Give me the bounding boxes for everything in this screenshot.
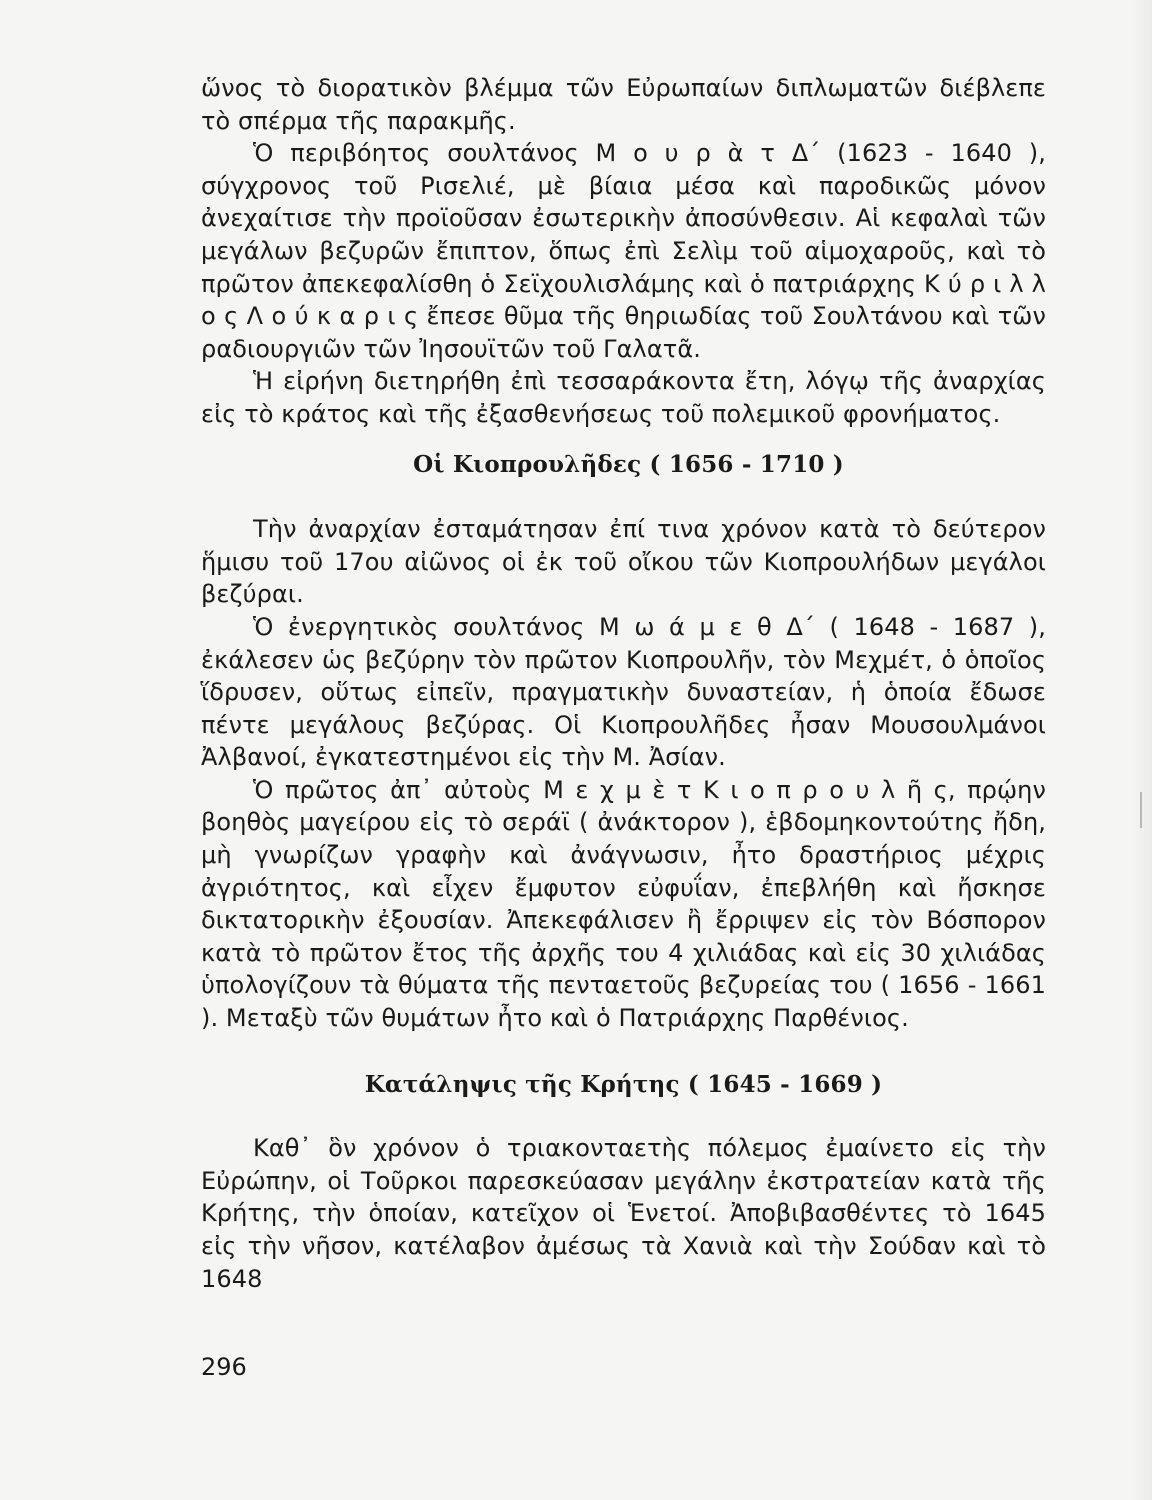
paragraph-mohammed: Ὁ ἐνεργητικὸς σουλτάνος Μ ω ά μ ε θ Δ΄ ( 1648 - 1687 ), ἐκάλεσεν ὡς βεζύρην τὸν πρῶτον Κιοπρουλῆν, τὸν Μεχμέτ, ὁ ὁποῖος ἵδρυσεν, οὕτως εἰπεῖν, πραγματικὴν δυναστείαν, ἡ ὁποία ἔδωσε πέντε μεγάλους βεζύρας. Οἱ Κιοπρουλῆδες ἦσαν Μουσουλμάνοι Ἀλβανοί, ἐγκατεστημένοι εἰς τὴν Μ. Ἀσίαν. <box>201 612 1046 772</box>
paragraph-peace: Ἡ εἰρήνη διετηρήθη ἐπὶ τεσσαράκοντα ἔτη, λόγῳ τῆς ἀναρχίας εἰς τὸ κράτος καὶ τῆς ἐξασθενήσεως τοῦ πολεμικοῦ φρονήματος. <box>201 367 1046 428</box>
paragraph-mehmet: Ὁ πρῶτος ἀπ᾽ αὐτοὺς Μ ε χ μ ὲ τ Κ ι ο π ρ ο υ λ ῆ ς, πρῴην βοηθὸς μαγείρου εἰς τὸ σεράϊ ( ἀνάκτορον ), ἑβδομηκοντούτης ἤδη, μὴ γνωρίζων γραφὴν καὶ ἀνάγνωσιν, ἦτο δραστήριος μέχρις ἀγριότητος, καὶ εἶχεν ἔμφυτον εὐφυΐαν, ἐπεβλήθη καὶ ἤσκησε δικτατορικὴν ἐξουσίαν. Ἀπεκεφάλισεν ἢ ἔρριψεν εἰς τὸν Βόσπορον κατὰ τὸ πρῶτον ἔτος τῆς ἀρχῆς του 4 χιλιάδας καὶ εἰς 30 χιλιάδας ὑπολογίζουν τὰ θύματα τῆς πενταετοῦς βεζυρείας του ( 1656 - 1661 ). Μεταξὺ τῶν θυμάτων ἦτο καὶ ὁ Πατριάρχης Παρθένιος. <box>201 775 1046 1033</box>
margin-mark <box>1140 792 1142 828</box>
paragraph-murad: Ὁ περιβόητος σουλτάνος Μ ο υ ρ ὰ τ Δ΄ (1623 - 1640 ), σύγχρονος τοῦ Ρισελιέ, μὲ βίαια μέσα καὶ παροδικῶς μόνον ἀνεχαίτισε τὴν προϊοῦσαν ἐσωτερικὴν ἀποσύνθεσιν. Αἱ κεφαλαὶ τῶν μεγάλων βεζυρῶν ἔπιπτον, ὅπως ἐπὶ Σελὶμ τοῦ αἱμοχαροῦς, καὶ τὸ πρῶτον ἀπεκεφαλίσθη ὁ Σεϊχουλισλάμης καὶ ὁ πατριάρχης Κ ύ ρ ι λ λ ο ς Λ ο ύ κ α ρ ι ς ἔπεσε θῦμα τῆς θηριωδίας τοῦ Σουλτάνου καὶ τῶν ραδιουργιῶν τῶν Ἰησουϊτῶν τοῦ Γαλατᾶ. <box>201 139 1046 363</box>
section-heading-crete: Κατάληψις τῆς Κρήτης ( 1645 - 1669 ) <box>364 1070 883 1098</box>
page-edge-shadow <box>1130 0 1152 1500</box>
paragraph-crete: Καθ᾽ ὃν χρόνον ὁ τριακονταετὴς πόλεμος ἐμαίνετο εἰς τὴν Εὐρώπην, οἱ Τοῦρκοι παρεσκεύασαν μεγάλην ἐκστρατείαν κατὰ τῆς Κρήτης, τὴν ὁποίαν, κατεῖχον οἱ Ἑνετοί. Ἀποβιβασθέντες τὸ 1645 εἰς τὴν νῆσον, κατέλαβον ἀμέσως τὰ Χανιὰ καὶ τὴν Σούδαν καὶ τὸ 1648 <box>201 1134 1046 1293</box>
page-number: 296 <box>201 1353 247 1381</box>
paragraph-anarchy: Τὴν ἀναρχίαν ἐσταμάτησαν ἐπί τινα χρόνον κατὰ τὸ δεύτερον ἥμισυ τοῦ 17ου αἰῶνος οἱ ἐκ τοῦ οἴκου τῶν Κιοπρουλήδων μεγάλοι βεζύραι. <box>201 515 1046 609</box>
section-heading-kiopruli: Οἱ Κιοπρουλῆδες ( 1656 - 1710 ) <box>413 450 844 478</box>
paragraph-continuation: ὥνος τὸ διορατικὸν βλέμμα τῶν Εὐρωπαίων διπλωματῶν διέβλεπε τὸ σπέρμα τῆς παρακμῆς. <box>201 74 1046 135</box>
text-column <box>201 72 1046 1295</box>
